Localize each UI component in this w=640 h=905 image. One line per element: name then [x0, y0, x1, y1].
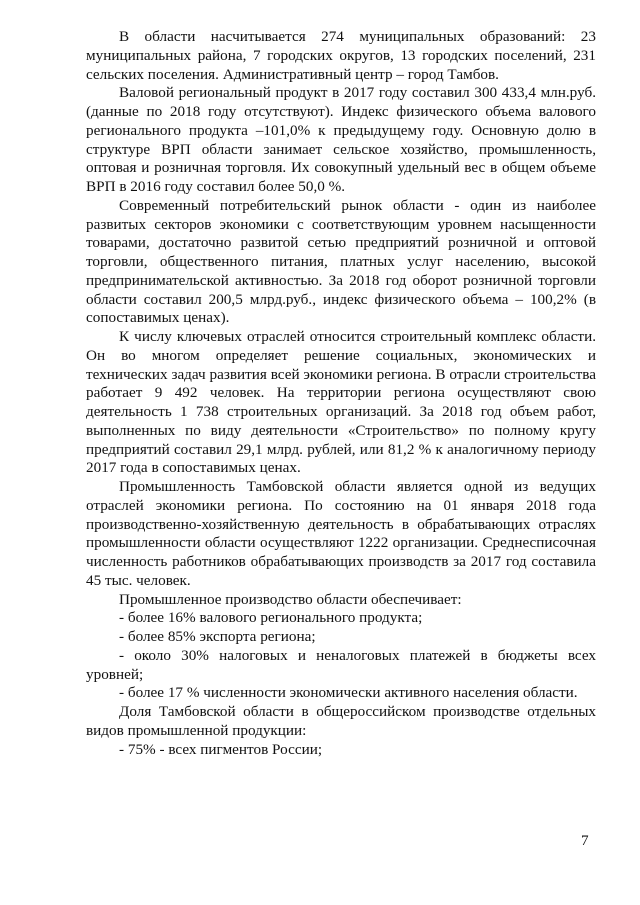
- list-item: - около 30% налоговых и неналоговых платежей в бюджеты всех уровней;: [86, 646, 596, 683]
- list-item: - более 16% валового регионального продукта;: [119, 609, 423, 627]
- body-text: [86, 28, 596, 759]
- paragraph-share: Доля Тамбовской области в общероссийском производстве отдельных видов промышленной продукции:: [86, 703, 596, 739]
- list-item: - более 17 % численности экономически активного населения области.: [119, 684, 578, 702]
- page-number: 7: [581, 832, 589, 849]
- list-item: - 75% - всех пигментов России;: [119, 740, 323, 758]
- paragraph-construction: К числу ключевых отраслей относится строительный комплекс области. Он во многом определяет решение социальных, экономических и технических задач развития всей экономики региона. В отрасли строительства работает 9 492 человек. На территории региона осуществляют свою деятельность 1 738 строительных организаций. За 2018 год объем работ, выполненных по виду деятельности «Строительство» по полному кругу предприятий составил 29,1 млрд. рублей, или 81,2 % к аналогичному периоду 2017 года в сопоставимых ценах.: [86, 328, 596, 477]
- paragraph-industry-provides: Промышленное производство области обеспечивает:: [119, 590, 462, 608]
- paragraph-grp: Валовой региональный продукт в 2017 году составил 300 433,4 млн.руб. (данные по 2018 году отсутствуют). Индекс физического объема валового регионального продукта –101,0% к предыдущему году. Основную долю в структуре ВРП области занимает сельское хозяйство, промышленность, оптовая и розничная торговля. Их совокупный удельный вес в общем объеме ВРП в 2016 году составил более 50,0 %.: [86, 84, 596, 195]
- list-item: - более 85% экспорта региона;: [119, 628, 316, 645]
- paragraph-consumer-market: Современный потребительский рынок области - один из наиболее развитых секторов экономики с соответствующим уровнем насыщенности товарами, достаточно развитой сетью предприятий розничной и оптовой торговли, общественного питания, платных услуг населению, высокой предпринимательской активностью. За 2018 год оборот розничной торговли области составил 200,5 млрд.руб., индекс физического объема – 100,2% (в сопоставимых ценах).: [86, 196, 596, 327]
- paragraph-industry: Промышленность Тамбовской области является одной из ведущих отраслей экономики региона. По состоянию на 01 января 2018 года производственно-хозяйственную деятельность в обрабатывающих отраслях промышленности области осуществляют 1222 организации. Среднесписочная численность работников обрабатывающих производств за 2017 год составила 45 тыс. человек.: [86, 478, 596, 589]
- paragraph-municipalities: В области насчитывается 274 муниципальных образований: 23 муниципальных района, 7 городских округов, 13 городских поселений, 231 сельских поселения. Административный центр – город Тамбов.: [86, 28, 596, 83]
